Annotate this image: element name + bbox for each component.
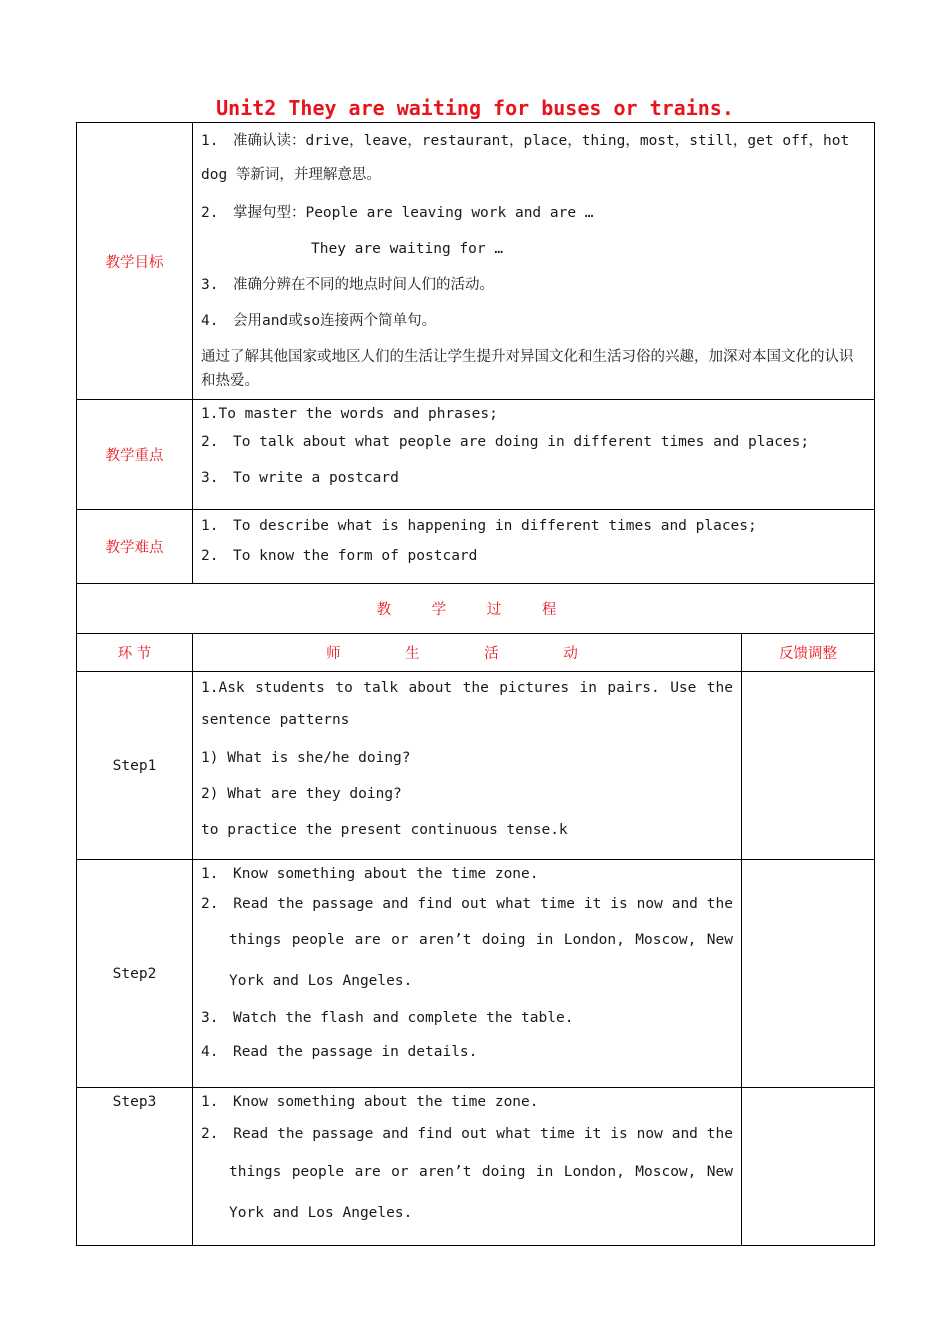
col-stage-text: 环 节 <box>117 646 152 662</box>
step1-feedback <box>742 672 875 860</box>
objectives-line-1: 1. 准确认读：drive，leave，restaurant，place，thing，most，still，get off，hot <box>201 133 850 149</box>
step3-row <box>77 1088 875 1246</box>
process-heading <box>77 584 875 634</box>
difficulties-label: 教学难点 <box>77 510 193 584</box>
difficulties-content <box>193 510 875 584</box>
step3-feedback <box>742 1088 875 1246</box>
objectives-line-2: dog 等新词，并理解意思。 <box>201 167 381 183</box>
step1-line-5: to practice the present continuous tense.k <box>201 822 568 838</box>
difficulties-line-2: 2. To know the form of postcard <box>201 548 478 564</box>
step2-line-2: 2. Read the passage and find out what time it is now and the <box>201 896 733 912</box>
step1-line-3: 1) What is she/he doing? <box>201 750 411 766</box>
step2-feedback <box>742 860 875 1088</box>
step2-activity <box>193 860 742 1088</box>
key-points-row <box>77 400 875 510</box>
step2-line-3: things people are or aren’t doing in London, Moscow, New <box>229 932 733 948</box>
objectives-row <box>77 123 875 400</box>
key-points-label: 教学重点 <box>77 400 193 510</box>
key-points-line-3: 3. To write a postcard <box>201 470 399 486</box>
col-feedback-header <box>742 634 875 672</box>
process-heading-text: 教 学 过 程 <box>376 602 575 618</box>
step2-line-5: 3. Watch the flash and complete the table. <box>201 1010 574 1026</box>
difficulties-row <box>77 510 875 584</box>
objectives-line-4: They are waiting for … <box>311 241 504 257</box>
col-activity-text: 师 生 活 动 <box>326 646 608 662</box>
step1-line-2: sentence patterns <box>201 712 350 728</box>
process-columns-row <box>77 634 875 672</box>
step2-line-6: 4. Read the passage in details. <box>201 1044 478 1060</box>
difficulties-line-1: 1. To describe what is happening in different times and places; <box>201 518 757 534</box>
step3-line-3: things people are or aren’t doing in London, Moscow, New <box>229 1164 733 1180</box>
key-points-content <box>193 400 875 510</box>
key-points-line-1: 1.To master the words and phrases; <box>201 406 498 422</box>
objectives-line-7: 通过了解其他国家或地区人们的生活让学生提升对异国文化和生活习俗的兴趣，加深对本国文化的认识和热爱。 <box>201 349 854 389</box>
step1-name: Step1 <box>77 672 193 860</box>
step2-line-1: 1. Know something about the time zone. <box>201 866 539 882</box>
step3-line-2: 2. Read the passage and find out what time it is now and the <box>201 1126 733 1142</box>
step3-activity <box>193 1088 742 1246</box>
page-title: Unit2 They are waiting for buses or trains. <box>216 96 734 120</box>
col-feedback-text: 反馈调整 <box>779 646 837 662</box>
col-activity-header <box>193 634 742 672</box>
lesson-plan-table <box>76 122 875 1246</box>
objectives-content <box>193 123 875 400</box>
step1-line-4: 2) What are they doing? <box>201 786 402 802</box>
step3-name: Step3 <box>77 1088 193 1246</box>
step2-name: Step2 <box>77 860 193 1088</box>
objectives-line-3: 2. 掌握句型：People are leaving work and are … <box>201 205 594 221</box>
step3-line-1: 1. Know something about the time zone. <box>201 1094 539 1110</box>
objectives-line-5: 3. 准确分辨在不同的地点时间人们的活动。 <box>201 277 494 293</box>
process-heading-row <box>77 584 875 634</box>
step2-line-4: York and Los Angeles. <box>229 973 413 989</box>
step3-line-4: York and Los Angeles. <box>229 1205 413 1221</box>
step2-row <box>77 860 875 1088</box>
key-points-line-2: 2. To talk about what people are doing in different times and places; <box>201 434 810 450</box>
col-stage-header <box>77 634 193 672</box>
step1-activity <box>193 672 742 860</box>
objectives-line-6: 4. 会用and或so连接两个简单句。 <box>201 313 437 329</box>
step1-line-1: 1.Ask students to talk about the pictures in pairs. Use the <box>201 680 733 696</box>
objectives-label: 教学目标 <box>77 123 193 400</box>
step1-row <box>77 672 875 860</box>
